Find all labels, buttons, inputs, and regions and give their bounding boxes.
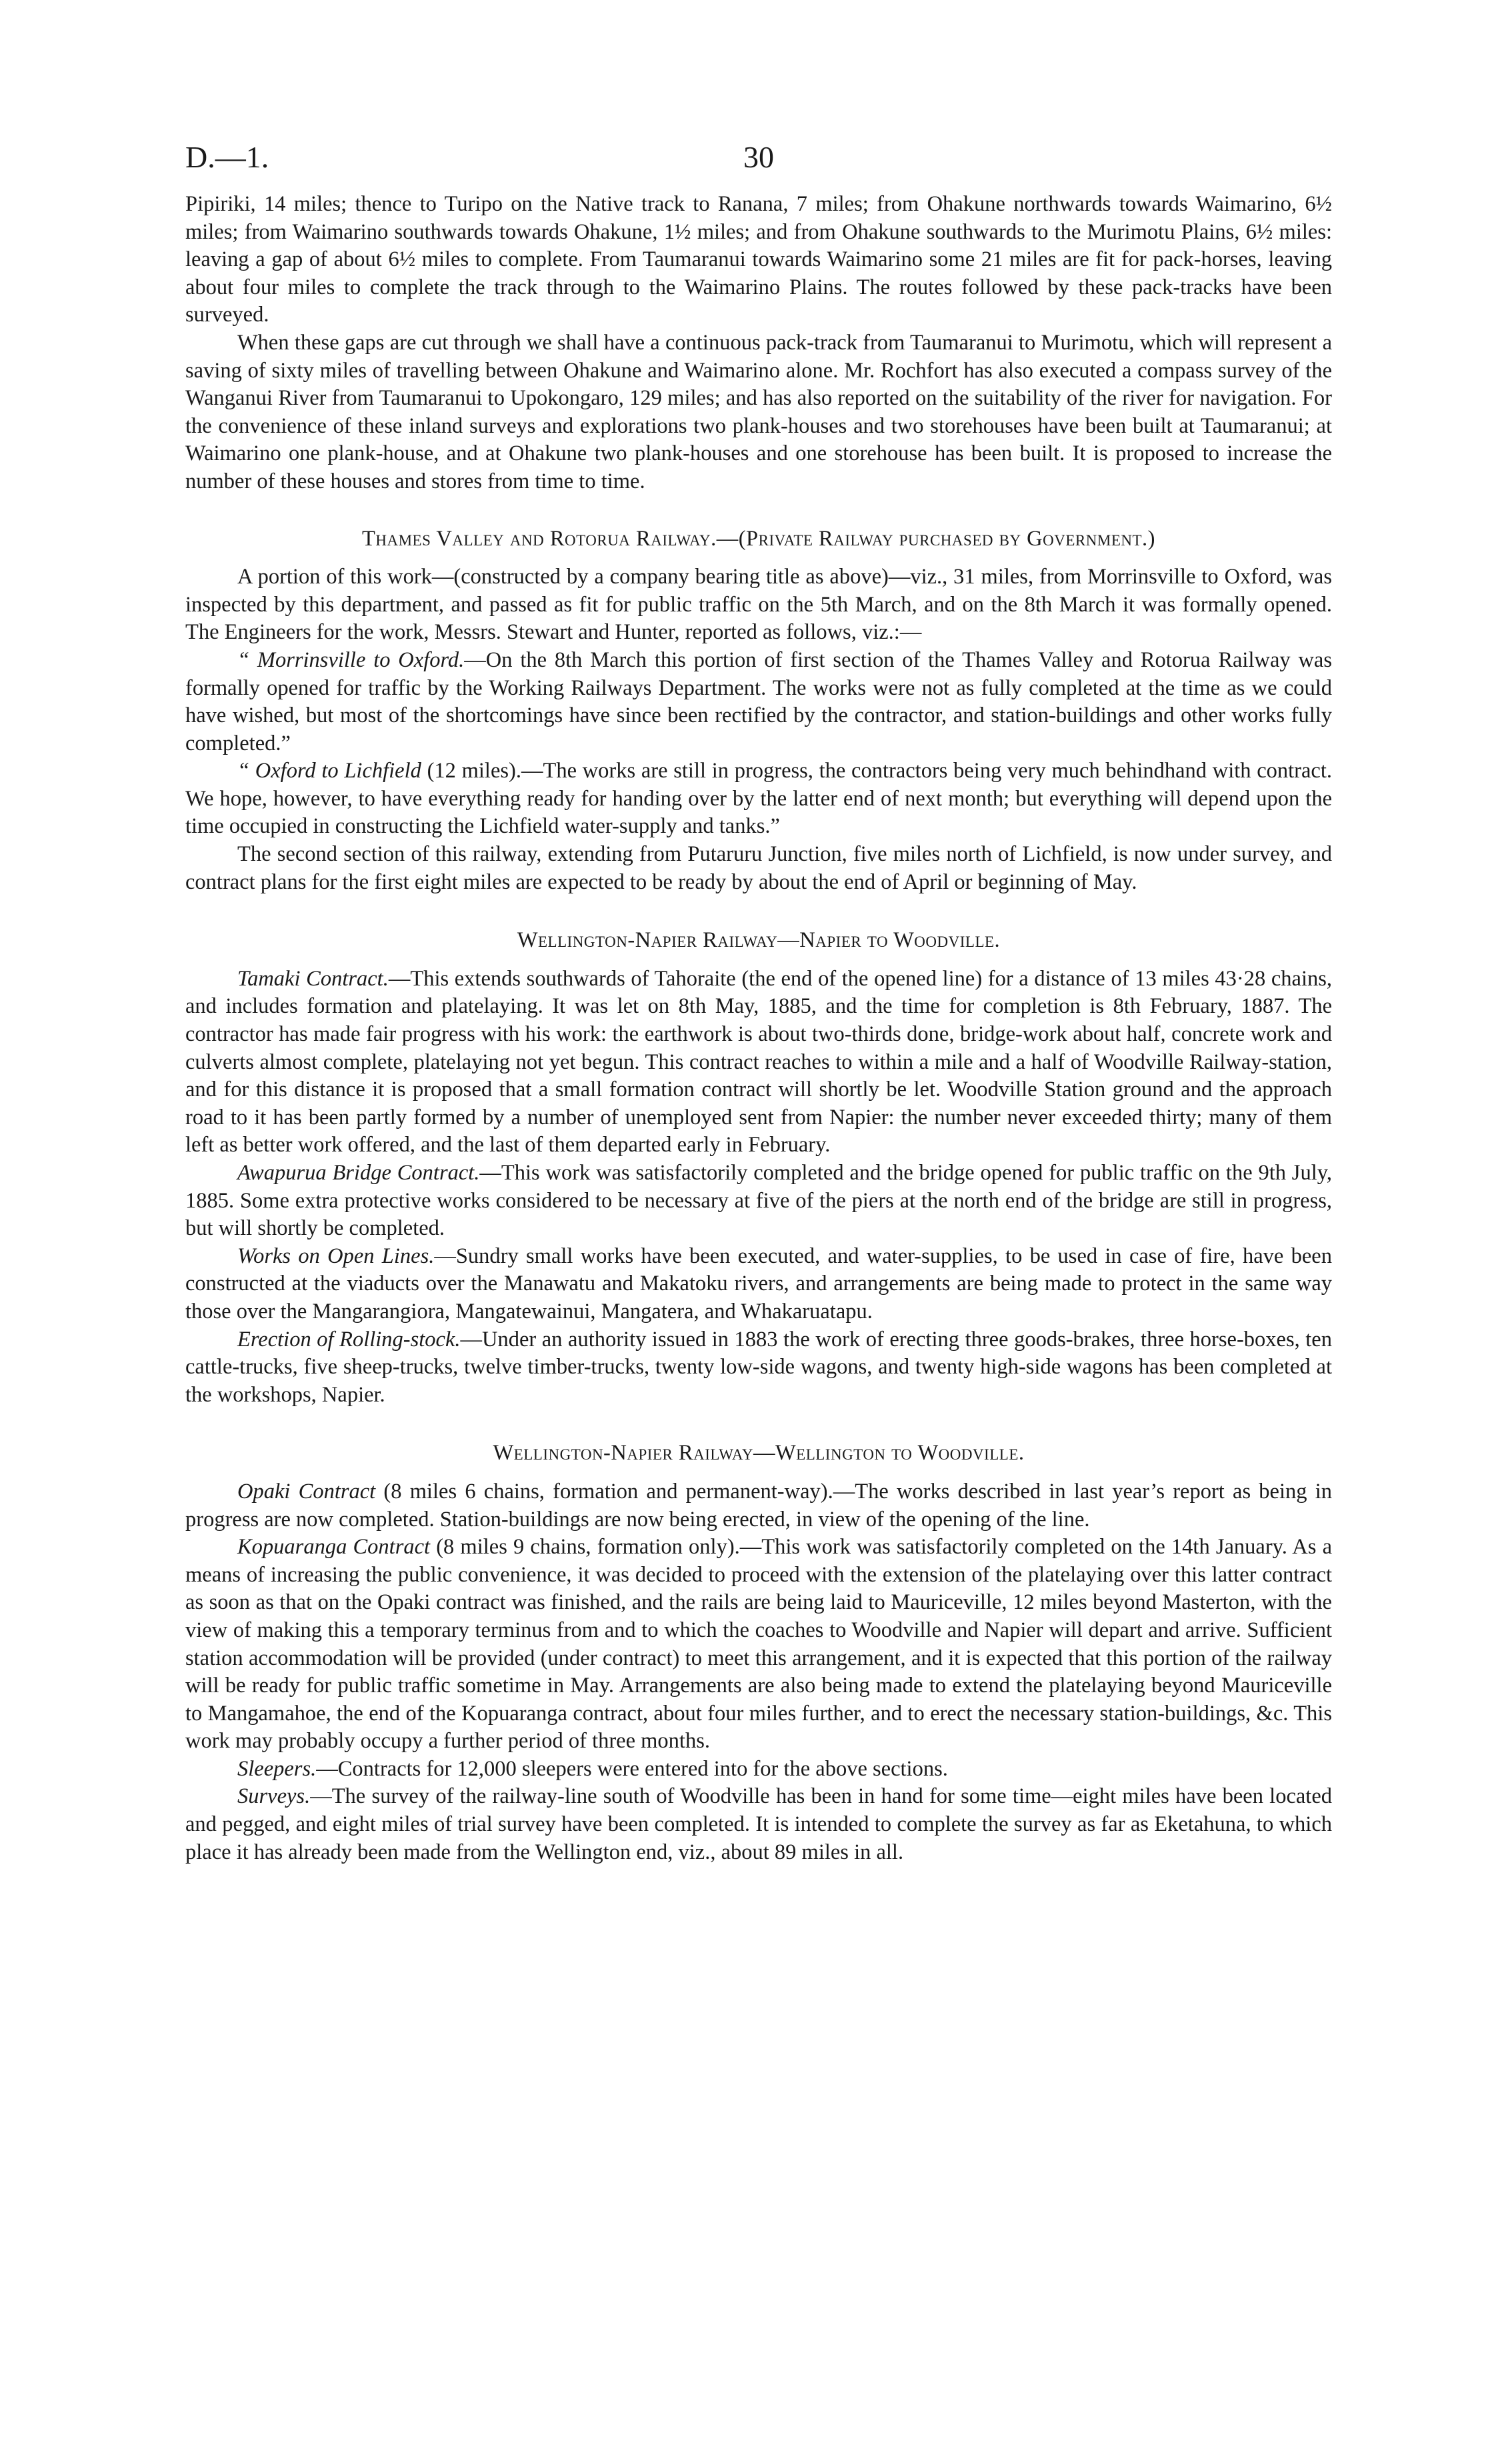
paragraph (185, 1243, 1332, 1326)
document-page (185, 139, 1332, 1866)
paragraph-text: —The survey of the railway-line south of Woodville has been in hand for some time—eight miles have been located and pegged, and eight miles of trial survey have been completed. It is intended to complete the survey as far as Eketahuna, to which place it has already been made from the Wellington end, viz., about 89 miles in all. (185, 1784, 1332, 1864)
paragraph (185, 1756, 1332, 1784)
paragraph-text: —Under an authority issued in 1883 the work of erecting three goods-brakes, three horse-boxes, ten cattle-trucks, five sheep-trucks, twelve timber-trucks, twenty low-side wagons, and twenty high-side wagons has been completed at the workshops, Napier. (185, 1327, 1332, 1407)
paragraph: The second section of this railway, extending from Putaruru Junction, five miles north of Lichfield, is now under survey, and contract plans for the first eight miles are expected to be ready by about the end of April or beginning of May. (185, 842, 1332, 894)
paragraph-lead: Opaki Contract (237, 1479, 376, 1504)
quoted-paragraph (185, 647, 1332, 757)
paragraph-lead: Works on Open Lines. (237, 1244, 435, 1268)
paragraph: Pipiriki, 14 miles; thence to Turipo on the Native track to Ranana, 7 miles; from Ohakune northwards towards Waimarino, 6½ miles; from Waimarino southwards towards Ohakune, 1½ miles; and from Ohakune southwards to the Murimotu Plains, 6½ miles: leaving a gap of about 6½ miles to complete. From Taumaranui towards Waimarino some 21 miles are fit for pack-horses, leaving about four miles to complete the track through to the Waimarino Plains. The routes followed by these pack-tracks have been surveyed. (185, 192, 1332, 327)
paragraph: A portion of this work—(constructed by a company bearing title as above)—viz., 31 miles, from Morrinsville to Oxford, was inspected by this department, and passed as fit for public traffic on the 5th March, and on the 8th March it was formally opened. The Engineers for the work, Messrs. Stewart and Hunter, reported as follows, viz.:— (185, 565, 1332, 645)
paragraph-text: —Contracts for 12,000 sleepers were entered into for the above sections. (316, 1756, 948, 1781)
paragraph-text: —This work was satisfactorily completed and the bridge opened for public traffic on the 9th July, 1885. Some extra protective works considered to be necessary at five of the piers at the north end of the bridge are still in progress, but will shortly be completed. (185, 1161, 1332, 1241)
paragraph (185, 1783, 1332, 1866)
document-reference: D.—1. (185, 140, 269, 174)
paragraph (185, 1534, 1332, 1756)
paragraph-lead: “ Oxford to Lichfield (237, 759, 421, 783)
paragraph-lead: Erection of Rolling-stock. (237, 1327, 461, 1352)
section-heading-napier-to-woodville: Wellington-Napier Railway—Napier to Woodville. (517, 928, 1001, 953)
quoted-paragraph (185, 757, 1332, 841)
paragraph-lead: Tamaki Contract. (237, 966, 389, 991)
paragraph-text: (12 miles).—The works are still in progress, the contractors being very much behindhand with contract. We hope, however, to have everything ready for handing over by the latter end of next month; but everything will depend upon the time occupied in constructing the Lichfield water-supply and tanks.” (185, 759, 1333, 839)
paragraph (185, 1159, 1332, 1243)
section-heading-wellington-to-woodville: Wellington-Napier Railway—Wellington to Woodville. (493, 1441, 1025, 1466)
paragraph (185, 1478, 1332, 1534)
paragraph-lead: Surveys. (237, 1784, 311, 1809)
paragraph-text: (8 miles 6 chains, formation and permanent-way).—The works described in last year’s report as being in progress are now completed. Station-buildings are now being erected, in view of the opening of the line. (185, 1479, 1332, 1532)
paragraph (185, 1326, 1332, 1410)
paragraph-lead: “ Morrinsville to Oxford. (237, 647, 465, 672)
paragraph (185, 965, 1332, 1159)
page-number: 30 (743, 140, 774, 174)
paragraph-lead: Sleepers. (237, 1756, 317, 1781)
paragraph-text: —Sundry small works have been executed, and water-supplies, to be used in case of fire, have been constructed at the viaducts over the Manawatu and Makatoku rivers, and arrangements are being made to protect in the same way those over the Mangarangiora, Mangatewainui, Mangatera, and Whakaruatapu. (185, 1244, 1332, 1324)
paragraph-lead: Kopuaranga Contract (237, 1535, 431, 1560)
running-header (185, 139, 1332, 185)
section-heading-thames-valley: Thames Valley and Rotorua Railway.—(Private Railway purchased by Government.) (362, 526, 1155, 551)
paragraph-text: (8 miles 9 chains, formation only).—This work was satisfactorily completed on the 14th January. As a means of increasing the public convenience, it was decided to proceed with the extension of the platelaying over this latter contract as soon as that on the Opaki contract was finished, and the rails are being laid to Mauriceville, 12 miles beyond Masterton, with the view of making this a temporary terminus from and to which the coaches to Woodville and Napier will depart and arrive. Sufficient station accommodation will be provided (under contract) to meet this arrangement, and it is expected that this portion of the railway will be ready for public traffic sometime in May. Arrangements are also being made to extend the platelaying beyond Mauriceville to Mangamahoe, the end of the Kopuaranga contract, about four miles further, and to erect the necessary station-buildings, &c. This work may probably occupy a further period of three months. (185, 1535, 1332, 1754)
paragraph-text: —This extends southwards of Tahoraite (the end of the opened line) for a distance of 13 miles 43·28 chains, and includes formation and platelaying. It was let on 8th May, 1885, and the time for completion is 8th February, 1887. The contractor has made fair progress with his work: the earthwork is about two-thirds done, bridge-work about half, concrete work and culverts almost complete, platelaying not yet begun. This contract reaches to within a mile and a half of Woodville Railway-station, and for this distance it is proposed that a small formation contract will shortly be let. Woodville Station ground and the approach road to it has been partly formed by a number of unemployed sent from Napier: the number never exceeded thirty; many of them left as better work offered, and the last of them departed early in February. (185, 966, 1332, 1157)
paragraph-lead: Awapurua Bridge Contract. (237, 1161, 480, 1185)
paragraph: When these gaps are cut through we shall have a continuous pack-track from Taumaranui to Murimotu, which will represent a saving of sixty miles of travelling between Ohakune and Waimarino alone. Mr. Rochfort has also executed a compass survey of the Wanganui River from Taumaranui to Upokongaro, 129 miles; and has also reported on the suitability of the river for navigation. For the convenience of these inland surveys and explorations two plank-houses and two storehouses have been built at Taumaranui; at Waimarino one plank-house, and at Ohakune two plank-houses and one storehouse has been built. It is proposed to increase the number of these houses and stores from time to time. (185, 330, 1332, 493)
paragraph-text: —On the 8th March this portion of first section of the Thames Valley and Rotorua Railway was formally opened for traffic by the Working Railways Department. The works were not as fully completed at the time as we could have wished, but most of the shortcomings have since been rectified by the contractor, and station-buildings and other works fully completed.” (185, 647, 1332, 755)
